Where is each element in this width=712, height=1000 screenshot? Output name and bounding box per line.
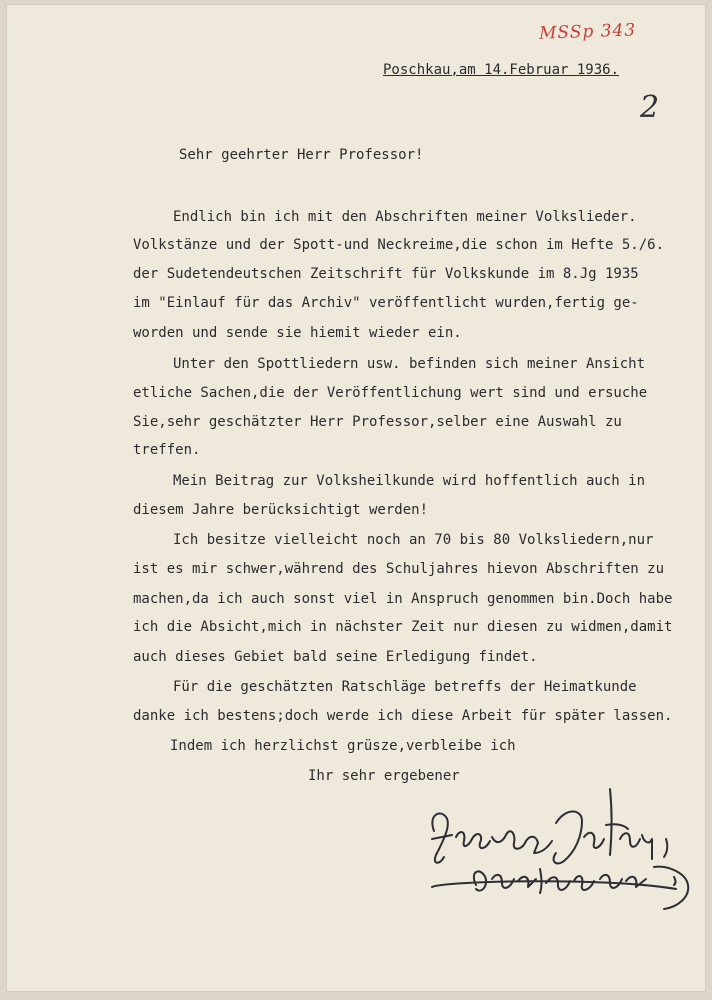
body-line: Unter den Spottliedern usw. befinden sich meiner Ansicht: [173, 356, 646, 372]
body-line: ich die Absicht,mich in nächster Zeit nur diesen zu widmen,damit: [133, 619, 673, 635]
body-line: ist es mir schwer,während des Schuljahres hievon Abschriften zu: [133, 561, 665, 577]
body-line: Mein Beitrag zur Volksheilkunde wird hoffentlich auch in: [173, 473, 646, 489]
archive-shelfmark: MSSp 343: [538, 20, 637, 44]
body-line: danke ich bestens;doch werde ich diese Arbeit für später lassen.: [133, 708, 673, 724]
salutation: Sehr geehrter Herr Professor!: [179, 147, 424, 163]
body-line: Für die geschätzten Ratschläge betreffs der Heimatkunde: [173, 679, 637, 695]
body-line: diesem Jahre berücksichtigt werden!: [133, 502, 429, 518]
body-line: im "Einlauf für das Archiv" veröffentlicht wurden,fertig ge-: [133, 295, 639, 311]
body-line: etliche Sachen,die der Veröffentlichung wert sind und ersuche: [133, 385, 648, 401]
page-number: 2: [640, 90, 660, 125]
body-line: worden und sende sie hiemit wieder ein.: [133, 325, 462, 341]
letter-page: [6, 4, 706, 992]
body-line: Volkstänze und der Spott-und Neckreime,die schon im Hefte 5./6.: [133, 237, 665, 253]
closing-line: Indem ich herzlichst grüsze,verbleibe ich: [170, 738, 516, 754]
regards-line: Ihr sehr ergebener: [308, 768, 460, 784]
body-line: der Sudetendeutschen Zeitschrift für Volkskunde im 8.Jg 1935: [133, 266, 639, 282]
handwritten-signature: [406, 769, 706, 919]
body-line: Endlich bin ich mit den Abschriften meiner Volkslieder.: [173, 209, 637, 225]
body-line: Ich besitze vielleicht noch an 70 bis 80 Volksliedern,nur: [173, 532, 654, 548]
body-line: auch dieses Gebiet bald seine Erledigung findet.: [133, 649, 538, 665]
body-line: treffen.: [133, 442, 201, 458]
date-line: Poschkau,am 14.Februar 1936.: [383, 62, 620, 78]
body-line: Sie,sehr geschätzter Herr Professor,selber eine Auswahl zu: [133, 414, 622, 430]
body-line: machen,da ich auch sonst viel in Anspruch genommen bin.Doch habe: [133, 591, 673, 607]
